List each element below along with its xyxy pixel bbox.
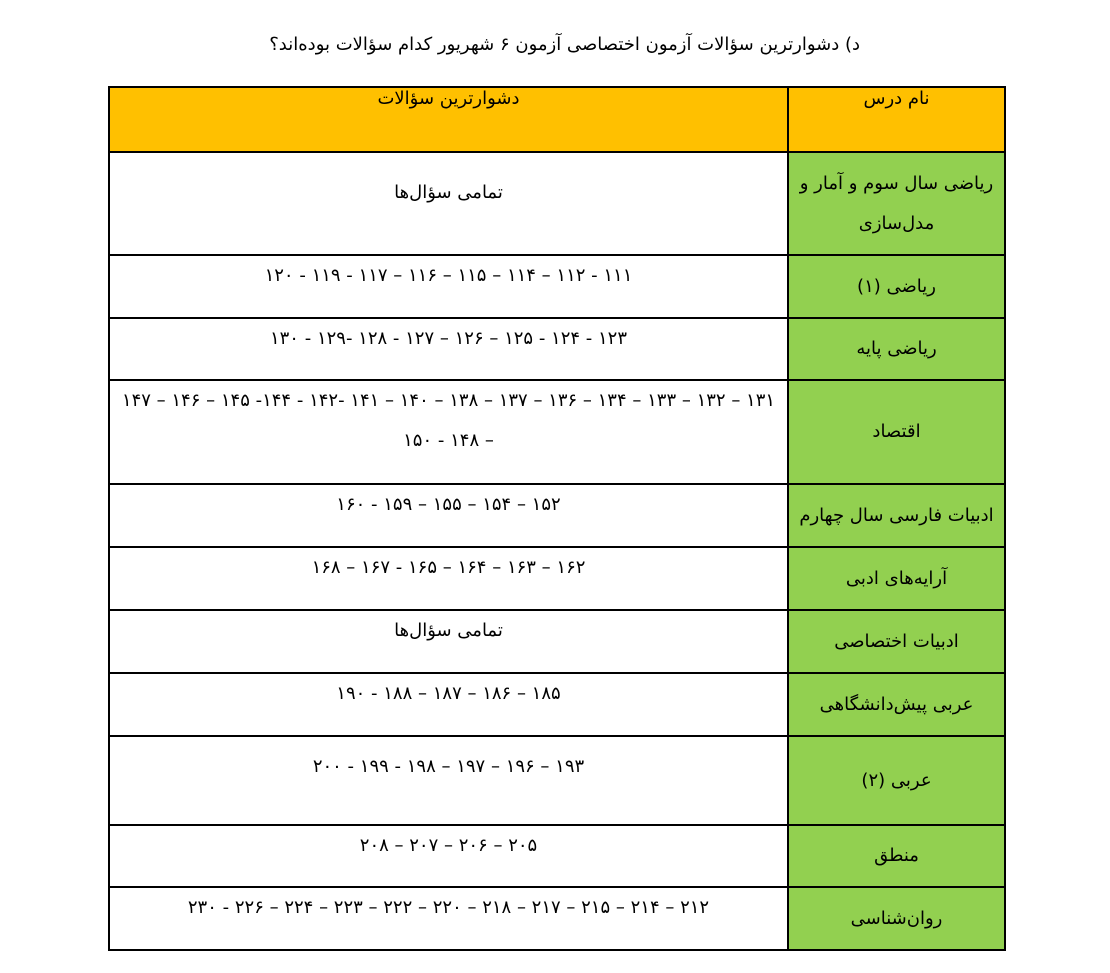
page-title: د) دشوارترین سؤالات آزمون اختصاصی آزمون ۶ شهریور کدام سؤالات بوده‌اند؟ bbox=[269, 34, 860, 55]
difficult-questions-table bbox=[108, 86, 1006, 951]
subject-cell: ریاضی (۱) bbox=[788, 255, 1005, 318]
questions-cell: ۱۱۱ - ۱۱۲ – ۱۱۴ – ۱۱۵ – ۱۱۶ – ۱۱۷ - ۱۱۹ - ۱۲۰ bbox=[109, 255, 788, 318]
questions-cell: ۱۶۲ – ۱۶۳ – ۱۶۴ – ۱۶۵ - ۱۶۷ – ۱۶۸ bbox=[109, 547, 788, 610]
table-header-row bbox=[109, 87, 1005, 152]
questions-cell: ۱۸۵ – ۱۸۶ – ۱۸۷ – ۱۸۸ - ۱۹۰ bbox=[109, 673, 788, 736]
table-row bbox=[109, 484, 1005, 547]
subject-cell: روان‌شناسی bbox=[788, 887, 1005, 950]
table-row bbox=[109, 255, 1005, 318]
subject-cell: عربی (۲) bbox=[788, 736, 1005, 825]
table-row bbox=[109, 318, 1005, 380]
questions-cell: تمامی سؤال‌ها bbox=[109, 610, 788, 673]
table-row bbox=[109, 610, 1005, 673]
subject-cell: ادبیات اختصاصی bbox=[788, 610, 1005, 673]
questions-cell: ۱۲۳ - ۱۲۴ - ۱۲۵ – ۱۲۶ – ۱۲۷ - ۱۲۸ -۱۲۹ - ۱۳۰ bbox=[109, 318, 788, 380]
subject-cell: آرایه‌های ادبی bbox=[788, 547, 1005, 610]
subject-cell: ادبیات فارسی سال چهارم bbox=[788, 484, 1005, 547]
subject-cell: اقتصاد bbox=[788, 380, 1005, 484]
questions-cell: ۱۹۳ – ۱۹۶ – ۱۹۷ – ۱۹۸ - ۱۹۹ - ۲۰۰ bbox=[109, 736, 788, 825]
questions-cell: تمامی سؤال‌ها bbox=[109, 152, 788, 255]
questions-cell: ۱۳۱ – ۱۳۲ – ۱۳۳ – ۱۳۴ – ۱۳۶ – ۱۳۷ – ۱۳۸ – ۱۴۰ – ۱۴۱ -۱۴۲ - ۱۴۴- ۱۴۵ – ۱۴۶ – ۱۴۷ – ۱۴۸ - ۱۵۰ bbox=[109, 380, 788, 484]
table-row bbox=[109, 152, 1005, 255]
questions-cell: ۱۵۲ – ۱۵۴ – ۱۵۵ – ۱۵۹ - ۱۶۰ bbox=[109, 484, 788, 547]
header-subject: نام درس bbox=[788, 87, 1005, 152]
table-row bbox=[109, 736, 1005, 825]
table-row bbox=[109, 825, 1005, 887]
subject-cell: ریاضی سال سوم و آمار و مدل‌سازی bbox=[788, 152, 1005, 255]
table-row bbox=[109, 673, 1005, 736]
subject-cell: ریاضی پایه bbox=[788, 318, 1005, 380]
table-row bbox=[109, 547, 1005, 610]
table-row bbox=[109, 380, 1005, 484]
header-questions: دشوارترین سؤالات bbox=[109, 87, 788, 152]
table-row bbox=[109, 887, 1005, 950]
questions-cell: ۲۰۵ – ۲۰۶ – ۲۰۷ – ۲۰۸ bbox=[109, 825, 788, 887]
subject-cell: منطق bbox=[788, 825, 1005, 887]
subject-cell: عربی پیش‌دانشگاهی bbox=[788, 673, 1005, 736]
questions-cell: ۲۱۲ – ۲۱۴ – ۲۱۵ – ۲۱۷ – ۲۱۸ – ۲۲۰ – ۲۲۲ – ۲۲۳ – ۲۲۴ – ۲۲۶ - ۲۳۰ bbox=[109, 887, 788, 950]
